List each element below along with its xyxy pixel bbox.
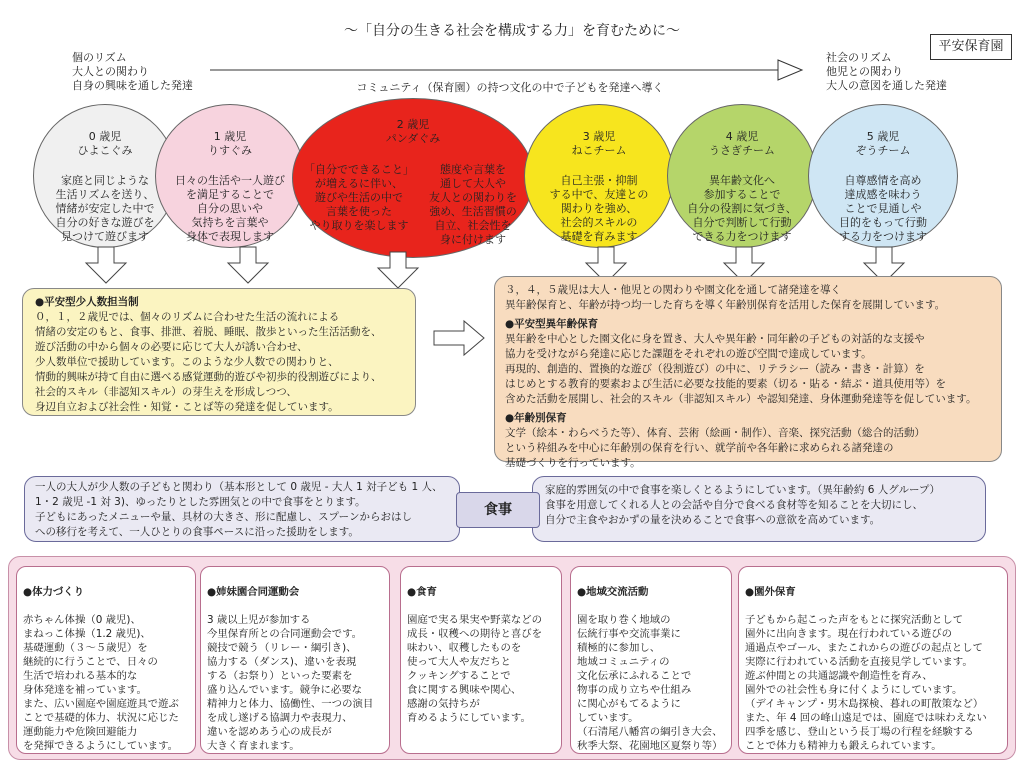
activity-community-exchange xyxy=(570,566,732,754)
age-label: 1 歳児 xyxy=(213,130,247,143)
circle-age-3 xyxy=(524,104,674,248)
meal-box-older xyxy=(532,476,986,542)
age-label: 3 歳児 xyxy=(582,130,616,143)
circle-description: 家庭と同じような 生活リズムを送り、 情緒が安定した中で 自分の好きな遊びを 見つけて遊びます xyxy=(55,174,155,243)
activity-text: 園を取り巻く地域の 伝統行事や交流事業に 積極的に参加し、 地域コミュニティの 文化伝承にふれることで 物事の成り立ちや仕組み に関心がもてるように しています。 （石清尾八幡宮の綱引き大会、 秋季大祭、花園地区夏祭り等） xyxy=(577,614,723,752)
section-text: 異年齢を中心とした園文化に身を置き、大人や異年齢・同年齢の子どもの対話的な支援や 協力を受けながら発達に応じた課題をそれぞれの遊び空間で達成しています。 再現的、創造的、置換的な遊び（役割遊び）の中に、リテラシー（読み・書き・計算）を はじめとする教育的要素および生活に必要な技能的要素（切る・貼る・結ぶ・道具使用等）を 含めた活動を展開し、社会的スキル（非認知スキル）や認知発達、身体運動発達等を促しています。 xyxy=(505,333,977,405)
circle-age-2 xyxy=(292,98,534,258)
class-name: うさぎチーム xyxy=(709,144,775,157)
activity-heading: ●園外保育 xyxy=(745,586,796,598)
meal-text: 一人の大人が少人数の子どもと関わり（基本形として 0 歳児 - 大人 1 対子ども 1 人、 1・2 歳児 -1 対 3)、ゆったりとした雰囲気との中で食事をとります。 子どもにあったメニューや量、具材の大きさ、形に配慮し、スプーンからおはし への移行を考えて、一人ひとりの食事ペースに沿った援助をします。 xyxy=(35,481,443,538)
section-intro: ３，４，５歳児は大人・他児との関わりや園文化を通して諸発達を導く 異年齢保育と、年齢が持つ均一した育ちを導く年齢別保育を活用した保育を展開しています。 xyxy=(505,284,946,311)
meal-label: 食事 xyxy=(456,492,540,528)
arrow-caption: コミュニティ（保育園）の持つ文化の中で子どもを発達へ導く xyxy=(356,81,664,94)
left-labels: 個のリズム 大人との関わり 自身の興味を通した発達 xyxy=(72,51,193,92)
circle-description: 日々の生活や一人遊び を満足することで 自分の思いや 気持ちを言葉や 身体で表現します xyxy=(175,174,285,243)
meal-text: 家庭的雰囲気の中で食事を楽しくとるようにしています。（異年齢約 6 人グループ） 食事を用意してくれる人との会話や自分で食べる食材等を知ることを大切にし、 自分で主食やおかずの量を決めることで食事への意欲を高めています。 xyxy=(545,484,941,526)
class-name: ねこチーム xyxy=(571,144,627,157)
class-name: ひよこぐみ xyxy=(77,144,133,157)
activity-outdoor-care xyxy=(738,566,1008,754)
section-heading: ●平安型異年齢保育 xyxy=(505,318,599,330)
meal-box-younger xyxy=(24,476,460,542)
class-name: ぞうチーム xyxy=(855,144,911,157)
section-text: 文学（絵本・わらべうた等）、体育、芸術（絵画・制作）、音楽、探究活動（総合的活動） という枠組みを中心に年齢別の保育を行い、就学前や各年齢に求められる諸発達の 基礎づくりを行っています。 xyxy=(505,427,925,469)
activity-text: 3 歳以上児が参加する 今里保育所との合同運動会です。 競技で競う（リレー・綱引き)、 協力する（ダンス)、違いを表現 する（お祭り）といった要素を 盛り込んでいます。競争に必要な 精神力と体力、協働性、一つの演目 を成し遂げる協調力や表現力、 違いを認めあう心の成長が 大きく育まれます。 xyxy=(207,614,374,752)
activity-heading: ●姉妹園合同運動会 xyxy=(207,586,300,598)
right-labels: 社会のリズム 他児との関わり 大人の意図を通した発達 xyxy=(826,51,947,92)
page-title: 〜「自分の生きる社会を構成する力」を育むために〜 xyxy=(344,23,680,39)
activity-sports-day xyxy=(200,566,390,754)
age-label: 5 歳児 xyxy=(866,130,900,143)
down-arrow-icon xyxy=(222,245,282,287)
section-text: ０，１，２歳児では、個々のリズムに合わせた生活の流れによる 情緒の安定のもと、食事、排泄、着脱、睡眠、散歩といった生活活動を、 遊び活動の中から個々の必要に応じて大人が誘い合わせ、 少人数単位で援助しています。このような少人数での関わりと、 情動的興味が持て自由に選べる感覚運動的遊びや初歩的役割遊びにより、 社会的スキル（非認知スキル）の芽生えを形成しつつ、 身辺自立および社会性・知覚・ことば等の発達を促しています。 xyxy=(35,311,382,413)
section-heading: ●年齢別保育 xyxy=(505,412,567,424)
activity-food-education xyxy=(400,566,562,754)
circle-age-5 xyxy=(808,104,958,248)
activity-heading: ●体力づくり xyxy=(23,586,85,598)
age-label: 4 歳児 xyxy=(725,130,759,143)
activity-text: 子どもから起こった声をもとに探究活動として 園外に出向きます。現在行われている遊びの 通過点やゴール、またこれからの遊びの起点として 実際に行われている活動を直接見学しています。 遊ぶ仲間との共通認識や創造性を育み、 園外での社会性も身に付くようにしています。 （デイキャンプ・男木島探検、暮れの町散策など） また、年 4 回の峰山遠足では、園庭では味わえない 四季を感じ、登山という長丁場の行程を経験する ことで体力も精神力も鍛えられています。 xyxy=(745,614,987,752)
circle-age-4 xyxy=(667,104,817,248)
activity-heading: ●食育 xyxy=(407,586,437,598)
circle-age-1 xyxy=(155,104,305,248)
activity-heading: ●地域交流活動 xyxy=(577,586,649,598)
school-name: 平安保育園 xyxy=(930,34,1012,60)
age-label: 2 歳児 xyxy=(396,118,430,131)
circle-description-left: 「自分でできること」 が増えるに伴い、 遊びや生活の中で 言葉を使った やり取りを楽します xyxy=(304,163,414,232)
down-arrow-icon xyxy=(372,250,432,292)
class-name: パンダぐみ xyxy=(385,132,441,145)
right-arrow-icon xyxy=(430,318,490,358)
class-name: りすぐみ xyxy=(208,144,252,157)
circle-description-right: 態度や言葉を 通して大人や 友人との関わりを 強め、生活習慣の 自立、社会性を 身に付けます xyxy=(429,163,517,246)
activity-physical-fitness xyxy=(16,566,196,754)
mixed-age-care-box xyxy=(494,276,1002,469)
small-group-care-box xyxy=(22,288,416,416)
circle-description: 自尊感情を高め 達成感を味わう ことで見通しや 目的をもって行動 する力をつけます xyxy=(839,174,927,243)
circle-description: 自己主張・抑制 する中で、友達との 関わりを強め、 社会的スキルの 基礎を育みます xyxy=(549,174,649,243)
age-label: 0 歳児 xyxy=(88,130,122,143)
down-arrow-icon xyxy=(80,245,140,287)
activity-text: 赤ちゃん体操（0 歳児)、 まねっこ体操（1.2 歳児)、 基礎運動（３〜５歳児）を 継続的に行うことで、日々の 生活で培われる基本的な 身体発達を補っています。 また、広い園庭や園庭遊具で遊ぶ ことで基礎的体力、状況に応じた 運動能力や危険回避能力 を発揮できるようにしています。 xyxy=(23,614,179,752)
section-heading: ●平安型少人数担当制 xyxy=(35,296,139,308)
activity-text: 園庭で実る果実や野菜などの 成長・収穫への期待と喜びを 味わい、収穫したものを 使って大人や友だちと クッキングすることで 食に関する興味や関心、 感謝の気持ちが 育めるようにしています。 xyxy=(407,614,543,724)
circle-description: 異年齢文化へ 参加することで 自分の役割に気づき、 自分で判断して行動 できる力をつけます xyxy=(687,174,797,243)
